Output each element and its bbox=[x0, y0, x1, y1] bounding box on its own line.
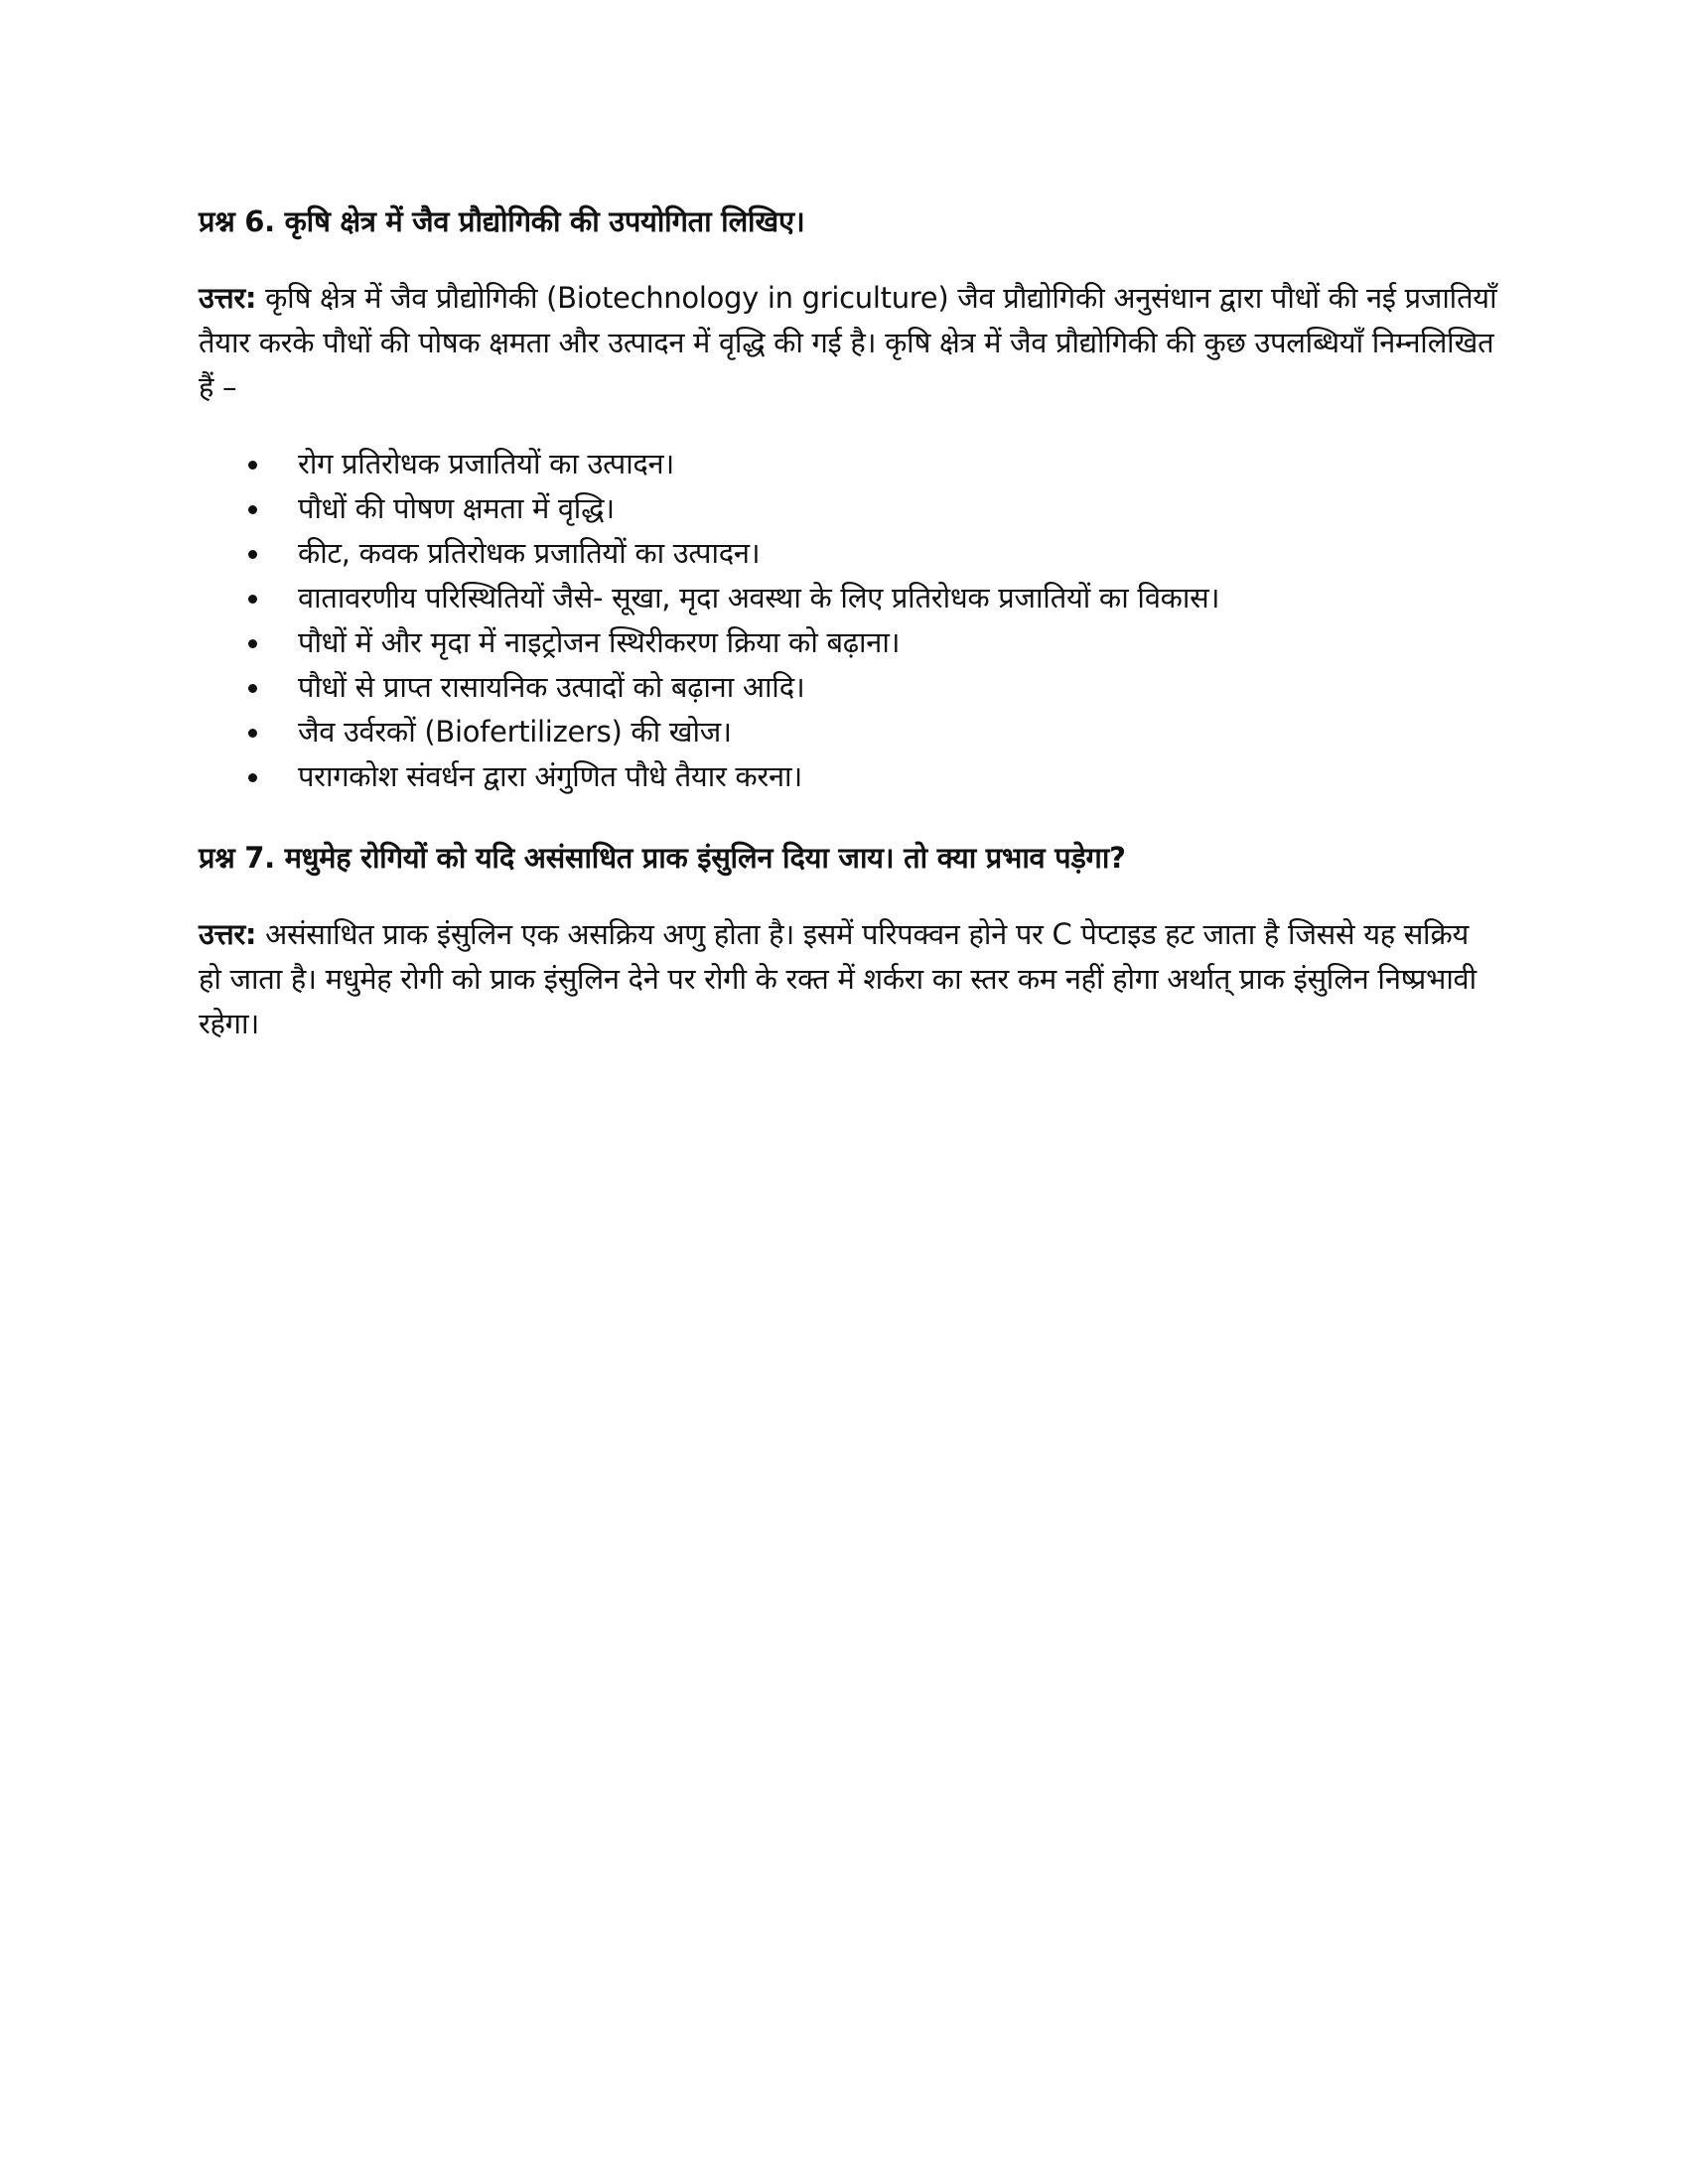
list-item bbox=[199, 710, 1499, 754]
list-item-text: पौधों में और मृदा में नाइट्रोजन स्थिरीकरण क्रिया को बढ़ाना। bbox=[298, 625, 901, 659]
list-item bbox=[199, 620, 1499, 665]
question-6-heading: प्रश्न 6. कृषि क्षेत्र में जैव प्रौद्योगिकी की उपयोगिता लिखिए। bbox=[199, 205, 805, 238]
list-item-text: परागकोश संवर्धन द्वारा अंगुणित पौधे तैयार करना। bbox=[298, 759, 802, 793]
question-7-answer bbox=[199, 912, 1499, 1046]
question-7-heading: प्रश्न 7. मधुमेह रोगियों को यदि असंसाधित प्राक इंसुलिन दिया जाय। तो क्या प्रभाव पड़ेगा? bbox=[199, 841, 1126, 875]
list-item bbox=[199, 665, 1499, 710]
list-item bbox=[199, 576, 1499, 620]
bullet-icon bbox=[248, 595, 257, 604]
document-page bbox=[199, 199, 1499, 1046]
answer-label: उत्तर: bbox=[199, 917, 257, 951]
bullet-icon bbox=[248, 505, 257, 514]
question-6-answer bbox=[199, 276, 1499, 410]
list-item-text: कीट, कवक प्रतिरोधक प्रजातियों का उत्पादन। bbox=[298, 536, 761, 570]
question-7 bbox=[199, 835, 1499, 1046]
list-item bbox=[199, 754, 1499, 799]
achievements-list bbox=[199, 442, 1499, 799]
bullet-icon bbox=[248, 729, 257, 738]
bullet-icon bbox=[248, 773, 257, 782]
list-item-text: रोग प्रतिरोधक प्रजातियों का उत्पादन। bbox=[298, 447, 674, 480]
answer-label: उत्तर: bbox=[199, 281, 257, 315]
list-item bbox=[199, 531, 1499, 576]
list-item-text: पौधों की पोषण क्षमता में वृद्धि। bbox=[298, 491, 615, 525]
bullet-icon bbox=[248, 550, 257, 559]
question-6 bbox=[199, 199, 1499, 799]
answer-text: कृषि क्षेत्र में जैव प्रौद्योगिकी (Biotechnology in griculture) जैव प्रौद्योगिकी अनुसंधान द्वारा पौधों की नई प्रजातियाँ तैयार करके पौधों की पोषक क्षमता और उत्पादन में वृद्धि की गई है। कृषि क्षेत्र में जैव प्रौद्योगिकी की कुछ उपलब्धियाँ निम्नलिखित हैं – bbox=[199, 281, 1497, 404]
list-item-text: पौधों से प्राप्त रासायनिक उत्पादों को बढ़ाना आदि। bbox=[298, 670, 805, 704]
list-item-text: वातावरणीय परिस्थितियों जैसे- सूखा, मृदा अवस्था के लिए प्रतिरोधक प्रजातियों का विकास। bbox=[298, 581, 1220, 614]
list-item bbox=[199, 486, 1499, 531]
bullet-icon bbox=[248, 684, 257, 693]
answer-text: असंसाधित प्राक इंसुलिन एक असक्रिय अणु होता है। इसमें परिपक्वन होने पर C पेप्टाइड हट जाता है जिससे यह सक्रिय हो जाता है। मधुमेह रोगी को प्राक इंसुलिन देने पर रोगी के रक्त में शर्करा का स्तर कम नहीं होगा अर्थात् प्राक इंसुलिन निष्प्रभावी रहेगा। bbox=[199, 917, 1477, 1040]
bullet-icon bbox=[248, 639, 257, 648]
bullet-icon bbox=[248, 461, 257, 470]
list-item bbox=[199, 442, 1499, 486]
list-item-text: जैव उर्वरकों (Biofertilizers) की खोज। bbox=[298, 715, 732, 749]
